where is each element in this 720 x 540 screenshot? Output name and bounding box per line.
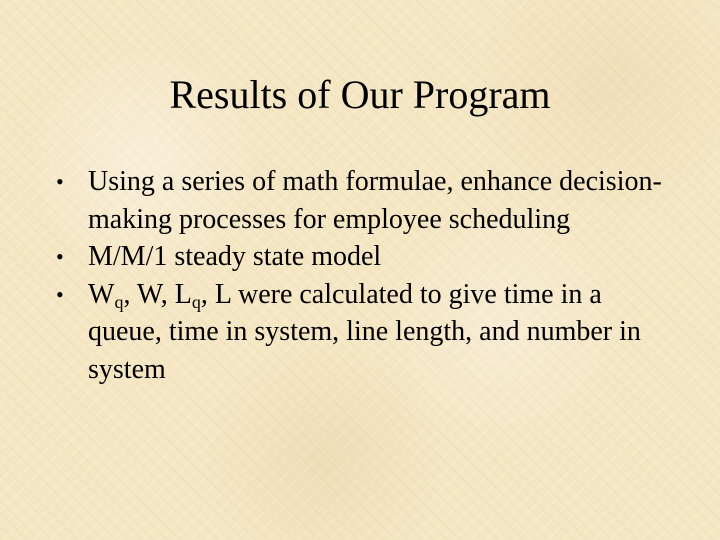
subscript-q: q — [114, 291, 124, 312]
subscript-q: q — [191, 291, 201, 312]
variable-w: W — [88, 278, 115, 310]
bullet-icon: • — [56, 244, 64, 269]
bullet-item — [56, 238, 676, 276]
slide-title: Results of Our Program — [169, 72, 551, 117]
bullet-icon: • — [56, 281, 64, 307]
bullet-text: Using a series of math formulae, enhance decision-making processes for employee scheduling — [88, 166, 662, 235]
bullet-icon: • — [56, 169, 64, 194]
bullet-item — [56, 276, 676, 389]
bullet-item — [56, 163, 676, 238]
bullet-list — [56, 163, 676, 388]
bullet-text-segment: , W, L — [123, 278, 192, 310]
bullet-text — [88, 279, 641, 385]
bullet-text-segment: , L were calculated to give time in a queue, time in system, line length, and number in system — [88, 278, 641, 385]
bullet-text: M/M/1 steady state model — [88, 241, 382, 272]
